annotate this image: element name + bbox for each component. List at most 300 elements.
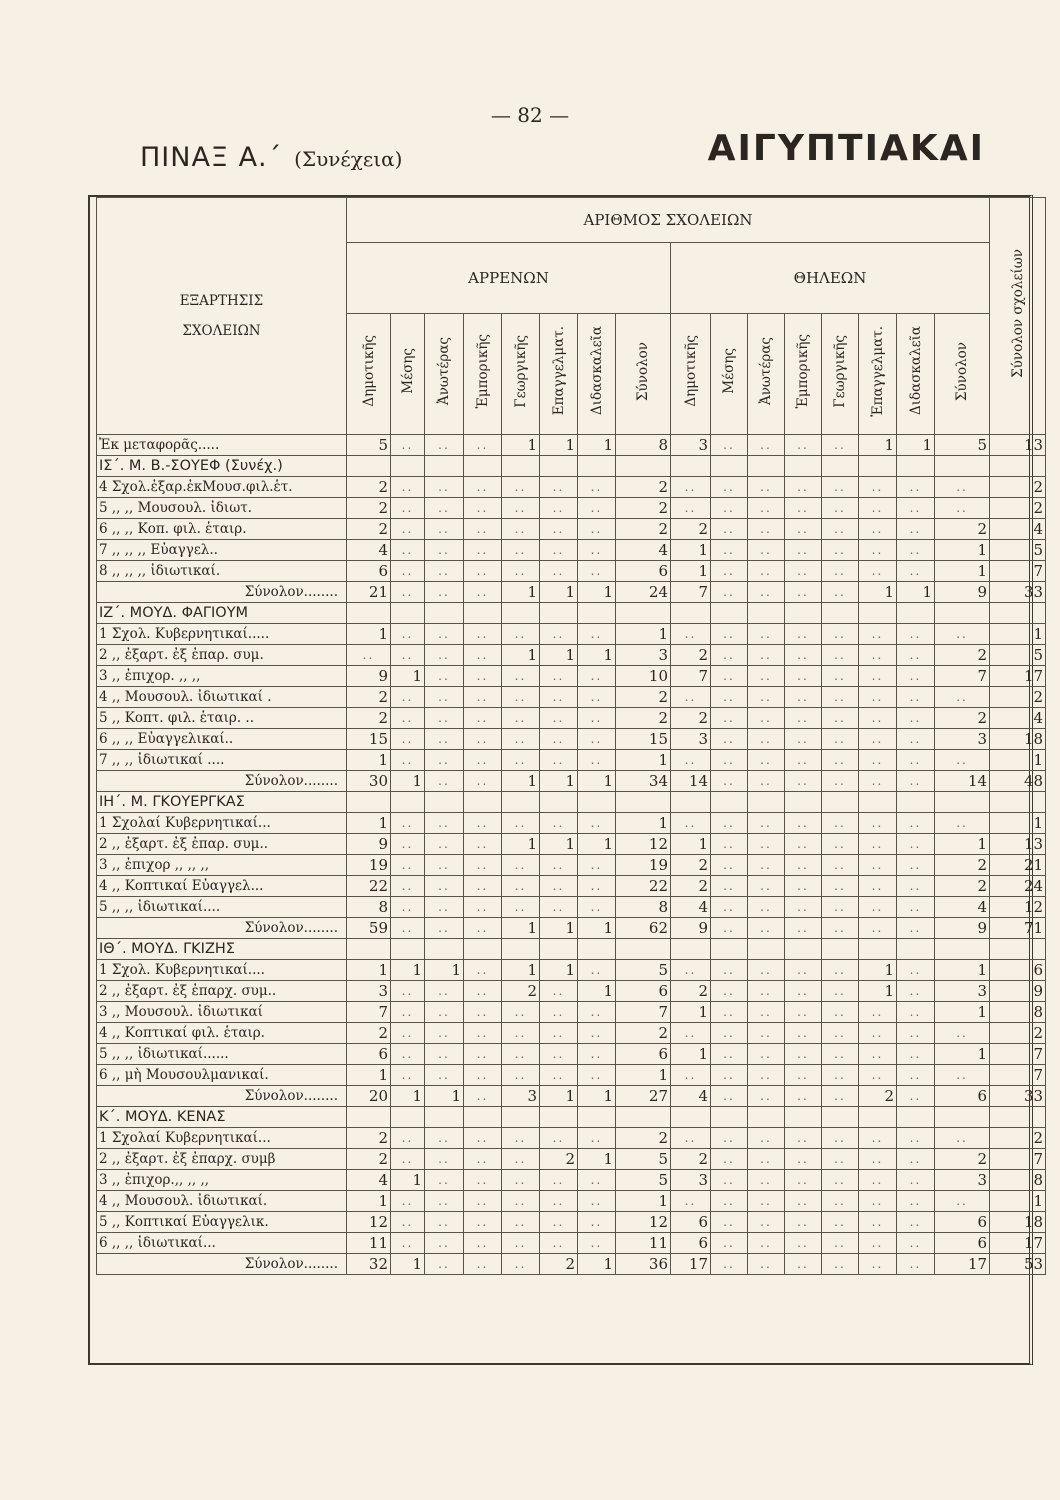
value-cell: .. <box>578 666 616 687</box>
value-cell: .. <box>578 855 616 876</box>
value-cell: .. <box>578 624 616 645</box>
value-cell: 1 <box>990 624 1046 645</box>
value-cell: .. <box>859 834 897 855</box>
value-cell: .. <box>464 1212 502 1233</box>
value-cell: 1 <box>425 960 464 981</box>
girls-col-header: Ἀνωτέρας <box>748 314 785 435</box>
empty-cell <box>464 939 502 960</box>
value-cell: 1 <box>935 834 990 855</box>
value-cell: .. <box>822 1086 859 1107</box>
value-cell: 1 <box>616 1191 671 1212</box>
value-cell: .. <box>785 981 822 1002</box>
row-label: 2 ,, ἐξαρτ. ἐξ ἐπαρ. συμ. <box>97 645 347 666</box>
value-cell: 7 <box>935 666 990 687</box>
empty-cell <box>616 939 671 960</box>
table-row <box>97 687 1046 708</box>
value-cell: 7 <box>990 1149 1046 1170</box>
table-row <box>97 708 1046 729</box>
value-cell: .. <box>859 1233 897 1254</box>
row-label: 5 ,, Κοπτ. φιλ. ἑταιρ. .. <box>97 708 347 729</box>
value-cell: .. <box>540 624 578 645</box>
value-cell: 2 <box>347 477 391 498</box>
empty-cell <box>711 792 748 813</box>
value-cell: 2 <box>990 477 1046 498</box>
empty-cell <box>540 792 578 813</box>
table-row <box>97 435 1046 456</box>
value-cell: .. <box>785 1002 822 1023</box>
value-cell: .. <box>859 750 897 771</box>
value-cell: .. <box>822 582 859 603</box>
value-cell: 53 <box>990 1254 1046 1275</box>
value-cell: .. <box>425 771 464 792</box>
total-row <box>97 918 1046 939</box>
value-cell: .. <box>425 498 464 519</box>
value-cell: .. <box>822 645 859 666</box>
value-cell: .. <box>425 1023 464 1044</box>
empty-cell <box>990 1107 1046 1128</box>
value-cell: .. <box>540 1023 578 1044</box>
row-label: 2 ,, ἐξαρτ. ἐξ ἐπαρχ. συμ.. <box>97 981 347 1002</box>
value-cell: 1 <box>578 582 616 603</box>
value-cell: .. <box>785 1086 822 1107</box>
value-cell: .. <box>859 708 897 729</box>
value-cell: 6 <box>935 1086 990 1107</box>
empty-cell <box>464 1107 502 1128</box>
value-cell: .. <box>711 498 748 519</box>
value-cell: .. <box>425 813 464 834</box>
value-cell: .. <box>822 1212 859 1233</box>
value-cell: 12 <box>616 1212 671 1233</box>
empty-cell <box>859 456 897 477</box>
value-cell: 1 <box>540 834 578 855</box>
row-label: 4 ,, Κοπτικαί φιλ. ἑταιρ. <box>97 1023 347 1044</box>
value-cell: 5 <box>347 435 391 456</box>
value-cell: .. <box>822 960 859 981</box>
row-label: Ἐκ μεταφορᾶς..... <box>97 435 347 456</box>
value-cell: 2 <box>859 1086 897 1107</box>
value-cell: .. <box>711 582 748 603</box>
value-cell: .. <box>464 1149 502 1170</box>
value-cell: 32 <box>347 1254 391 1275</box>
boys-col-header: Ἐμπορικῆς <box>464 314 502 435</box>
empty-cell <box>540 1107 578 1128</box>
value-cell: 6 <box>935 1212 990 1233</box>
empty-cell <box>391 792 425 813</box>
value-cell: .. <box>822 1170 859 1191</box>
value-cell: .. <box>785 540 822 561</box>
value-cell: 27 <box>616 1086 671 1107</box>
value-cell: .. <box>711 813 748 834</box>
value-cell: .. <box>897 1191 935 1212</box>
value-cell: .. <box>897 666 935 687</box>
value-cell: .. <box>822 1191 859 1212</box>
table-row <box>97 1023 1046 1044</box>
boys-col-header: Διδασκαλεῖα <box>578 314 616 435</box>
value-cell: .. <box>822 708 859 729</box>
value-cell: .. <box>748 960 785 981</box>
empty-cell <box>785 792 822 813</box>
dependency-header-line2: ΣΧΟΛΕΙΩΝ <box>182 323 261 339</box>
empty-cell <box>785 1107 822 1128</box>
value-cell: 2 <box>671 1149 711 1170</box>
value-cell: .. <box>711 918 748 939</box>
value-cell: .. <box>711 1044 748 1065</box>
row-label: 6 ,, ,, Εὐαγγελικαί.. <box>97 729 347 750</box>
value-cell: .. <box>897 855 935 876</box>
value-cell: .. <box>785 477 822 498</box>
value-cell: .. <box>502 1191 540 1212</box>
empty-cell <box>391 603 425 624</box>
value-cell: .. <box>425 708 464 729</box>
table-title-main: ΠΙΝΑΞ Α.΄ <box>140 142 283 173</box>
value-cell: .. <box>464 918 502 939</box>
value-cell: 13 <box>990 435 1046 456</box>
value-cell: .. <box>748 1002 785 1023</box>
value-cell: 5 <box>616 1170 671 1191</box>
value-cell: .. <box>935 1128 990 1149</box>
value-cell: 4 <box>671 897 711 918</box>
value-cell: 20 <box>347 1086 391 1107</box>
value-cell: 3 <box>935 729 990 750</box>
empty-cell <box>748 1107 785 1128</box>
value-cell: .. <box>711 1212 748 1233</box>
value-cell: .. <box>540 855 578 876</box>
value-cell: .. <box>822 876 859 897</box>
table-title-continuation: (Συνέχεια) <box>294 147 403 171</box>
value-cell: .. <box>859 855 897 876</box>
row-label: 6 ,, ,, Κοπ. φιλ. ἑταιρ. <box>97 519 347 540</box>
empty-cell <box>711 603 748 624</box>
value-cell: .. <box>859 477 897 498</box>
dependency-header-line1: ΕΞΑΡΤΗΣΙΣ <box>179 293 264 309</box>
value-cell: 1 <box>990 813 1046 834</box>
value-cell: .. <box>391 582 425 603</box>
table-row <box>97 1191 1046 1212</box>
value-cell: .. <box>897 1170 935 1191</box>
empty-cell <box>502 603 540 624</box>
value-cell: 2 <box>502 981 540 1002</box>
row-label: 4 ,, Μουσουλ. ἰδιωτικαί. <box>97 1191 347 1212</box>
value-cell: .. <box>425 435 464 456</box>
value-cell: .. <box>897 813 935 834</box>
empty-cell <box>785 939 822 960</box>
section-title: Κ΄. ΜΟΥΔ. ΚΕΝΑΣ <box>97 1107 347 1128</box>
value-cell: 22 <box>616 876 671 897</box>
value-cell: 1 <box>935 1002 990 1023</box>
empty-cell <box>464 603 502 624</box>
value-cell: .. <box>859 729 897 750</box>
boys-col-header: Μέσης <box>391 314 425 435</box>
table-row <box>97 1002 1046 1023</box>
value-cell: 7 <box>990 1065 1046 1086</box>
value-cell: .. <box>785 897 822 918</box>
empty-cell <box>347 456 391 477</box>
value-cell: .. <box>822 666 859 687</box>
value-cell: 2 <box>935 645 990 666</box>
value-cell: .. <box>464 897 502 918</box>
value-cell: .. <box>464 1086 502 1107</box>
value-cell: 7 <box>671 582 711 603</box>
value-cell: .. <box>897 981 935 1002</box>
row-label: 6 ,, μὴ Μουσουλμανικαί. <box>97 1065 347 1086</box>
value-cell: 1 <box>897 435 935 456</box>
value-cell: .. <box>785 1128 822 1149</box>
value-cell: 22 <box>347 876 391 897</box>
empty-cell <box>578 456 616 477</box>
value-cell: .. <box>502 687 540 708</box>
value-cell: .. <box>502 855 540 876</box>
value-cell: 7 <box>990 1044 1046 1065</box>
value-cell: 1 <box>502 435 540 456</box>
value-cell: 1 <box>616 624 671 645</box>
value-cell: .. <box>748 645 785 666</box>
value-cell: .. <box>671 813 711 834</box>
value-cell: .. <box>748 1128 785 1149</box>
value-cell: .. <box>425 1044 464 1065</box>
table-body <box>97 435 1046 1275</box>
value-cell: 1 <box>671 540 711 561</box>
value-cell: .. <box>897 477 935 498</box>
value-cell: .. <box>502 540 540 561</box>
value-cell: 1 <box>502 918 540 939</box>
value-cell: .. <box>785 687 822 708</box>
value-cell: 3 <box>935 981 990 1002</box>
table-row <box>97 666 1046 687</box>
empty-cell <box>897 1107 935 1128</box>
value-cell: 1 <box>391 1086 425 1107</box>
row-label: 7 ,, ,, ,, Εὐαγγελ.. <box>97 540 347 561</box>
value-cell: .. <box>464 729 502 750</box>
value-cell: .. <box>464 1128 502 1149</box>
value-cell: 9 <box>671 918 711 939</box>
value-cell: 1 <box>578 918 616 939</box>
value-cell: .. <box>391 918 425 939</box>
value-cell: 59 <box>347 918 391 939</box>
value-cell: 21 <box>347 582 391 603</box>
value-cell: .. <box>425 834 464 855</box>
value-cell: 2 <box>935 519 990 540</box>
value-cell: .. <box>748 918 785 939</box>
value-cell: .. <box>822 687 859 708</box>
value-cell: .. <box>822 813 859 834</box>
empty-cell <box>671 456 711 477</box>
value-cell: 12 <box>616 834 671 855</box>
value-cell: 4 <box>935 897 990 918</box>
row-label: 1 Σχολ. Κυβερνητικαί..... <box>97 624 347 645</box>
value-cell: .. <box>540 519 578 540</box>
value-cell: 6 <box>990 960 1046 981</box>
value-cell: .. <box>425 855 464 876</box>
value-cell: .. <box>711 1065 748 1086</box>
value-cell: 2 <box>935 708 990 729</box>
value-cell: .. <box>464 624 502 645</box>
value-cell: 19 <box>347 855 391 876</box>
value-cell: .. <box>935 813 990 834</box>
girls-col-header: Ἐπαγγελματ. <box>859 314 897 435</box>
value-cell: 1 <box>578 981 616 1002</box>
value-cell: .. <box>425 1128 464 1149</box>
value-cell: .. <box>671 477 711 498</box>
value-cell: 48 <box>990 771 1046 792</box>
value-cell: 14 <box>671 771 711 792</box>
value-cell: .. <box>859 519 897 540</box>
value-cell: .. <box>822 834 859 855</box>
value-cell: .. <box>711 897 748 918</box>
value-cell: .. <box>502 477 540 498</box>
value-cell: .. <box>540 666 578 687</box>
value-cell: 2 <box>671 855 711 876</box>
value-cell: .. <box>391 1065 425 1086</box>
empty-cell <box>502 1107 540 1128</box>
value-cell: .. <box>785 876 822 897</box>
value-cell: .. <box>711 687 748 708</box>
value-cell: .. <box>464 519 502 540</box>
value-cell: .. <box>391 834 425 855</box>
value-cell: .. <box>540 897 578 918</box>
value-cell: .. <box>859 1128 897 1149</box>
value-cell: .. <box>897 1002 935 1023</box>
table-row <box>97 813 1046 834</box>
value-cell: .. <box>785 1044 822 1065</box>
value-cell: 1 <box>347 813 391 834</box>
section-title: ΙΗ΄. Μ. ΓΚΟΥΕΡΓΚΑΣ <box>97 792 347 813</box>
value-cell: .. <box>502 1002 540 1023</box>
value-cell: .. <box>822 1002 859 1023</box>
row-label: Σύνολον........ <box>97 1086 347 1107</box>
value-cell: .. <box>578 519 616 540</box>
value-cell: .. <box>748 519 785 540</box>
value-cell: .. <box>859 1023 897 1044</box>
value-cell: .. <box>391 477 425 498</box>
value-cell: 1 <box>391 1254 425 1275</box>
value-cell: 2 <box>990 1128 1046 1149</box>
value-cell: .. <box>464 876 502 897</box>
empty-cell <box>671 792 711 813</box>
value-cell: .. <box>464 498 502 519</box>
empty-cell <box>935 792 990 813</box>
value-cell: .. <box>785 645 822 666</box>
value-cell: 17 <box>671 1254 711 1275</box>
value-cell: 24 <box>990 876 1046 897</box>
value-cell: 9 <box>935 582 990 603</box>
empty-cell <box>785 603 822 624</box>
value-cell: .. <box>748 981 785 1002</box>
value-cell: .. <box>578 1128 616 1149</box>
value-cell: 15 <box>616 729 671 750</box>
value-cell: 18 <box>990 1212 1046 1233</box>
value-cell: .. <box>464 1254 502 1275</box>
value-cell: 8 <box>616 435 671 456</box>
value-cell: 1 <box>578 771 616 792</box>
value-cell: .. <box>464 687 502 708</box>
girls-col-header: Μέσης <box>711 314 748 435</box>
total-row <box>97 1254 1046 1275</box>
value-cell: .. <box>822 981 859 1002</box>
value-cell: 1 <box>671 1002 711 1023</box>
value-cell: 2 <box>935 876 990 897</box>
empty-cell <box>990 792 1046 813</box>
empty-cell <box>464 792 502 813</box>
value-cell: 1 <box>935 960 990 981</box>
value-cell: .. <box>464 708 502 729</box>
value-cell: 8 <box>990 1170 1046 1191</box>
empty-cell <box>990 939 1046 960</box>
value-cell: .. <box>897 771 935 792</box>
value-cell: .. <box>859 771 897 792</box>
value-cell: .. <box>897 687 935 708</box>
empty-cell <box>616 1107 671 1128</box>
value-cell: .. <box>391 750 425 771</box>
value-cell: .. <box>897 645 935 666</box>
empty-cell <box>935 939 990 960</box>
value-cell: 62 <box>616 918 671 939</box>
value-cell: 2 <box>347 1128 391 1149</box>
value-cell: 4 <box>616 540 671 561</box>
value-cell: .. <box>785 834 822 855</box>
total-row <box>97 771 1046 792</box>
table-row <box>97 645 1046 666</box>
value-cell: .. <box>464 561 502 582</box>
value-cell: .. <box>671 1023 711 1044</box>
value-cell: .. <box>425 519 464 540</box>
value-cell: .. <box>425 1233 464 1254</box>
table-row <box>97 1149 1046 1170</box>
value-cell: .. <box>785 1023 822 1044</box>
value-cell: .. <box>711 834 748 855</box>
value-cell: .. <box>748 1086 785 1107</box>
row-label: 1 Σχολ. Κυβερνητικαί.... <box>97 960 347 981</box>
value-cell: 1 <box>671 1044 711 1065</box>
value-cell: 11 <box>347 1233 391 1254</box>
value-cell: 1 <box>578 1086 616 1107</box>
row-label: 4 ,, Κοπτικαί Εὐαγγελ... <box>97 876 347 897</box>
value-cell: .. <box>540 813 578 834</box>
value-cell: .. <box>540 477 578 498</box>
value-cell: .. <box>859 1044 897 1065</box>
value-cell: .. <box>897 498 935 519</box>
value-cell: 5 <box>990 540 1046 561</box>
value-cell: .. <box>859 666 897 687</box>
value-cell: .. <box>785 1254 822 1275</box>
value-cell: 1 <box>347 750 391 771</box>
value-cell: .. <box>785 855 822 876</box>
value-cell: .. <box>711 561 748 582</box>
value-cell: 7 <box>671 666 711 687</box>
value-cell: .. <box>425 1149 464 1170</box>
value-cell: .. <box>785 498 822 519</box>
empty-cell <box>935 456 990 477</box>
value-cell: 1 <box>347 624 391 645</box>
empty-cell <box>822 939 859 960</box>
value-cell: .. <box>935 1065 990 1086</box>
value-cell: .. <box>822 855 859 876</box>
value-cell: 2 <box>935 855 990 876</box>
row-label: 2 ,, ἐξαρτ. ἐξ ἐπαρχ. συμβ <box>97 1149 347 1170</box>
value-cell: .. <box>748 750 785 771</box>
boys-col-header: Δημοτικῆς <box>347 314 391 435</box>
value-cell: 1 <box>578 1149 616 1170</box>
value-cell: .. <box>502 708 540 729</box>
value-cell: .. <box>425 1212 464 1233</box>
value-cell: .. <box>391 1002 425 1023</box>
empty-cell <box>711 1107 748 1128</box>
value-cell: .. <box>822 519 859 540</box>
value-cell: .. <box>822 477 859 498</box>
value-cell: .. <box>464 1065 502 1086</box>
value-cell: .. <box>464 1191 502 1212</box>
value-cell: 7 <box>347 1002 391 1023</box>
value-cell: .. <box>540 708 578 729</box>
